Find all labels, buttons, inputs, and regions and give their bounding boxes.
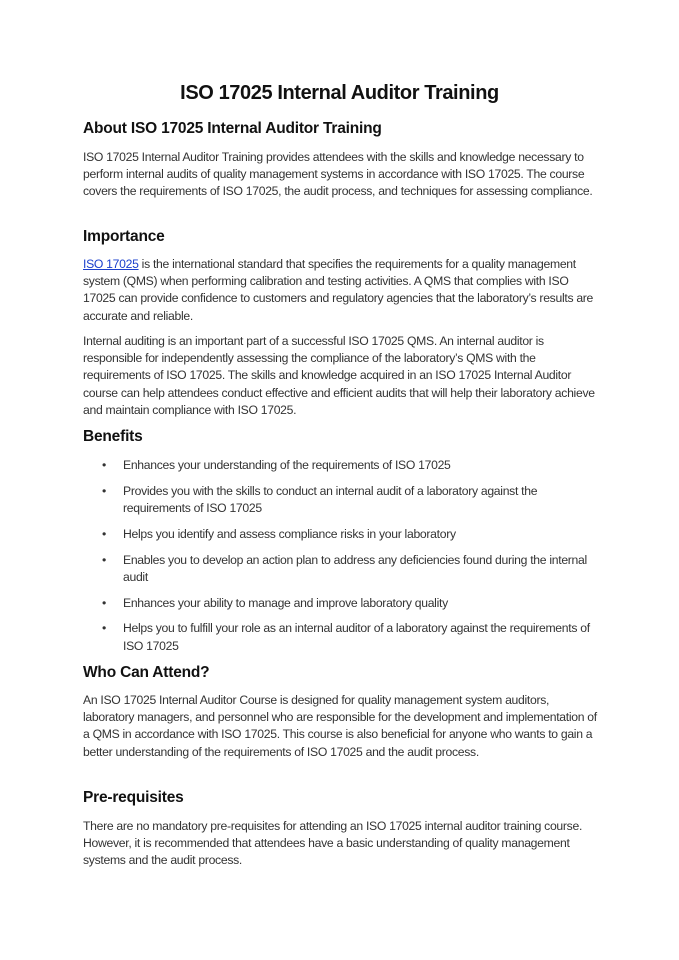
importance-paragraph-1-text: is the international standard that specifies the requirements for a quality management system (QMS) when performing calibration and testing activities. A QMS that complies with ISO 17025 can provide confidence to customers and regulatory agencies that the laboratory’s results are accurate and reliable. bbox=[83, 257, 594, 323]
list-item-text: Provides you with the skills to conduct an internal audit of a laboratory against the requirements of ISO 17025 bbox=[123, 483, 538, 515]
bullet-icon: • bbox=[102, 483, 106, 498]
benefits-list bbox=[83, 457, 598, 663]
bullet-icon: • bbox=[102, 595, 106, 610]
list-item bbox=[83, 620, 598, 654]
list-item bbox=[83, 552, 598, 586]
list-item-text: Enhances your ability to manage and improve laboratory quality bbox=[123, 595, 448, 610]
who-can-attend-heading: Who Can Attend? bbox=[83, 664, 210, 681]
page-title: ISO 17025 Internal Auditor Training bbox=[180, 82, 499, 104]
importance-paragraph-1 bbox=[83, 256, 598, 325]
list-item bbox=[83, 595, 598, 612]
bullet-icon: • bbox=[102, 458, 106, 472]
about-paragraph: ISO 17025 Internal Auditor Training provides attendees with the skills and knowledge necessary to perform internal audits of quality management systems in accordance with ISO 17025. The course covers the requirements of ISO 17025, the audit process, and techniques for assessing compliance. bbox=[83, 150, 593, 199]
benefits-heading: Benefits bbox=[83, 428, 143, 445]
importance-heading: Importance bbox=[83, 228, 165, 245]
list-item bbox=[83, 483, 598, 517]
list-item bbox=[83, 526, 598, 543]
who-can-attend-paragraph: An ISO 17025 Internal Auditor Course is designed for quality management system auditors, laboratory managers, and personnel who are responsible for the development and implementation of a QMS in accordance with ISO 17025. This course is also beneficial for anyone who wants to gain a better understanding of the requirements of ISO 17025 and the audit process. bbox=[83, 693, 597, 759]
bullet-icon: • bbox=[102, 526, 106, 541]
list-item-text: Helps you identify and assess compliance risks in your laboratory bbox=[123, 526, 456, 541]
list-item-text: Enables you to develop an action plan to address any deficiencies found during the internal audit bbox=[123, 552, 587, 584]
list-item-text: Enhances your understanding of the requirements of ISO 17025 bbox=[123, 458, 451, 472]
list-item-text: Helps you to fulfill your role as an internal auditor of a laboratory against the requirements of ISO 17025 bbox=[123, 621, 590, 653]
iso-17025-link[interactable]: ISO 17025 bbox=[83, 257, 139, 271]
bullet-icon: • bbox=[102, 552, 106, 567]
importance-paragraph-2: Internal auditing is an important part of a successful ISO 17025 QMS. An internal auditor is responsible for independently assessing the compliance of the laboratory’s QMS with the requirements of ISO 17025. The skills and knowledge acquired in an ISO 17025 Internal Auditor course can help attendees conduct effective and efficient audits that will help their laboratory achieve and maintain compliance with ISO 17025. bbox=[83, 334, 595, 417]
about-heading: About ISO 17025 Internal Auditor Training bbox=[83, 120, 382, 137]
bullet-icon: • bbox=[102, 621, 106, 636]
prerequisites-paragraph: There are no mandatory pre-requisites for attending an ISO 17025 internal auditor training course. However, it is recommended that attendees have a basic understanding of quality management systems and the audit process. bbox=[83, 819, 583, 868]
prerequisites-heading: Pre-requisites bbox=[83, 789, 184, 806]
list-item bbox=[83, 457, 598, 474]
